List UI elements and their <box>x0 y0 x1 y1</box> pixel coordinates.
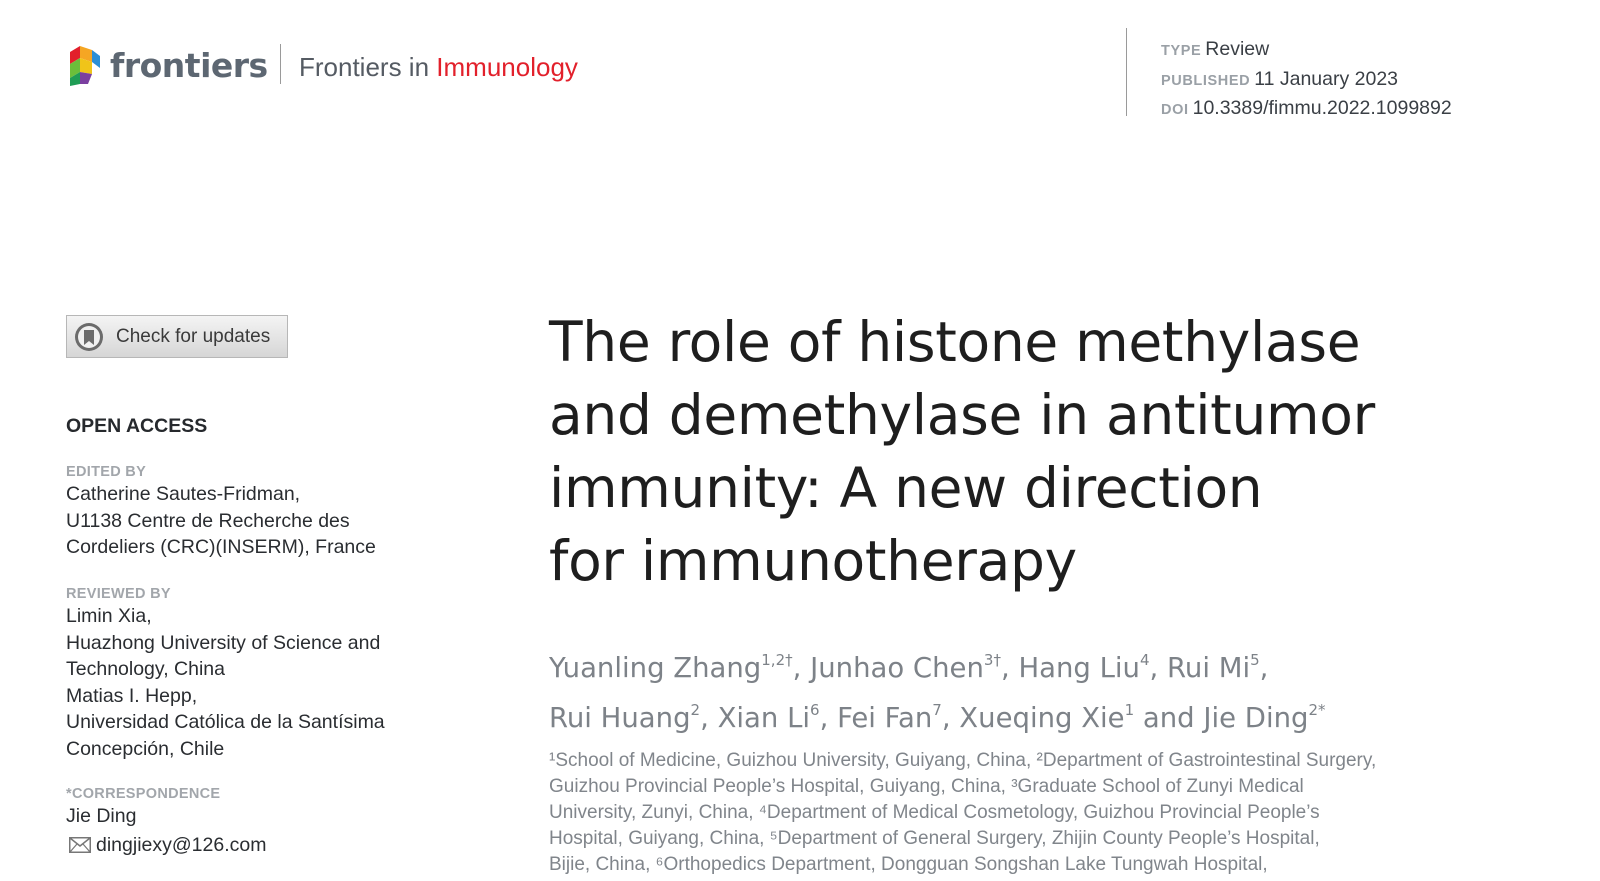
author-separator: , <box>700 702 718 735</box>
author-affiliation-marker: 2 <box>690 701 701 720</box>
author-separator: , <box>941 702 960 735</box>
journal-prefix: Frontiers in <box>299 52 430 82</box>
reviewer-line: Matias I. Hepp, <box>66 684 198 707</box>
author-affiliation-marker: 4 <box>1140 651 1150 669</box>
affiliations <box>549 748 1509 878</box>
doi-label: DOI <box>1161 102 1189 118</box>
affiliation-line: ¹School of Medicine, Guizhou University, Guiyang, China, ²Department of Gastrointestinal Surgery, <box>549 750 1377 771</box>
affiliation-line: Hospital, Guiyang, China, ⁵Department of General Surgery, Zhijin County People’s Hospital, <box>549 828 1320 849</box>
bookmark-badge-icon <box>74 322 104 352</box>
affiliation-line: Bijie, China, ⁶Orthopedics Department, Dongguan Songshan Lake Tungwah Hospital, <box>549 854 1268 875</box>
title-line: immunity: A new direction <box>549 456 1263 520</box>
reviewer-line: Universidad Católica de la Santísima <box>66 711 385 733</box>
edited-by-section <box>66 463 466 561</box>
frontiers-logo-icon <box>66 44 102 86</box>
article-meta <box>1161 36 1452 125</box>
author-line <box>549 640 1549 690</box>
author-affiliation-marker: 1 <box>1124 701 1135 720</box>
author-name[interactable]: Hang Liu <box>1018 652 1140 685</box>
correspondence-label: *CORRESPONDENCE <box>66 786 221 802</box>
published-label: PUBLISHED <box>1161 72 1251 89</box>
reviewer-line: Technology, China <box>66 658 225 680</box>
journal-name[interactable] <box>299 52 578 83</box>
author-name[interactable]: Xian Li <box>717 702 811 735</box>
author-separator: , <box>819 702 838 735</box>
envelope-icon <box>69 837 91 853</box>
title-line: The role of histone methylase <box>549 310 1361 374</box>
reviewed-by-section <box>66 585 466 762</box>
editor-line: Catherine Sautes-Fridman, <box>66 483 301 505</box>
author-affiliation-marker: 5 <box>1250 651 1260 669</box>
open-access-label: OPEN ACCESS <box>66 415 208 437</box>
title-line: for immunotherapy <box>549 529 1077 593</box>
doi-link[interactable]: 10.3389/fimmu.2022.1099892 <box>1192 97 1452 119</box>
published-row <box>1161 66 1452 96</box>
affiliation-line: Guizhou Provincial People’s Hospital, Guiyang, China, ³Graduate School of Zunyi Medical <box>549 776 1304 797</box>
author-affiliation-marker: 6 <box>810 701 820 720</box>
author-list <box>549 640 1549 740</box>
author-affiliation-marker: 7 <box>932 701 942 720</box>
meta-divider <box>1126 28 1127 116</box>
journal-title: Immunology <box>436 52 578 82</box>
author-affiliation-marker: 1,2† <box>761 651 793 669</box>
reviewer-line: Concepción, Chile <box>66 737 225 760</box>
author-separator: and <box>1134 702 1204 735</box>
affiliation-line: University, Zunyi, China, ⁴Department of Medical Cosmetology, Guizhou Provincial People’s <box>549 802 1320 823</box>
author-name[interactable]: Xueqing Xie <box>959 702 1125 735</box>
brand-name: frontiers <box>110 45 268 85</box>
email-link[interactable]: dingjiexy@126.com <box>96 833 267 856</box>
email-row <box>66 832 466 859</box>
author-name[interactable]: Rui Huang <box>549 702 691 735</box>
check-for-updates-button[interactable] <box>66 315 288 358</box>
author-name[interactable]: Yuanling Zhang <box>549 652 762 685</box>
correspondence-section <box>66 785 466 858</box>
editor-line: U1138 Centre de Recherche des <box>66 509 350 532</box>
author-affiliation-marker: 2* <box>1308 701 1326 720</box>
type-value: Review <box>1205 38 1270 60</box>
author-line <box>549 690 1549 740</box>
reviewed-by-lines <box>66 603 466 762</box>
header-divider <box>280 44 281 84</box>
title-line: and demethylase in antitumor <box>549 383 1375 447</box>
frontiers-logo[interactable] <box>66 44 268 86</box>
reviewer-line: Huazhong University of Science and <box>66 631 381 654</box>
editor-line: Cordeliers (CRC)(INSERM), France <box>66 536 376 558</box>
author-separator: , <box>1149 652 1168 685</box>
author-separator: , <box>792 652 811 685</box>
type-label: TYPE <box>1161 43 1202 59</box>
reviewer-line: Limin Xia, <box>66 605 152 627</box>
author-name[interactable]: Rui Mi <box>1167 652 1251 685</box>
edited-by-label: EDITED BY <box>66 464 147 480</box>
article-title <box>549 306 1509 598</box>
author-name[interactable]: Jie Ding <box>1203 702 1309 735</box>
check-for-updates-label: Check for updates <box>116 325 271 347</box>
edited-by-lines <box>66 481 466 561</box>
author-separator: , <box>1000 652 1019 685</box>
doi-row <box>1161 95 1452 125</box>
author-affiliation-marker: 3† <box>983 651 1001 669</box>
correspondence-lines <box>66 803 466 858</box>
author-name[interactable]: Junhao Chen <box>810 652 984 685</box>
published-value: 11 January 2023 <box>1254 67 1399 90</box>
author-name[interactable]: Fei Fan <box>837 702 933 735</box>
reviewed-by-label: REVIEWED BY <box>66 586 171 602</box>
author-separator: , <box>1259 652 1269 685</box>
correspondence-name: Jie Ding <box>66 805 137 827</box>
type-row <box>1161 36 1452 66</box>
